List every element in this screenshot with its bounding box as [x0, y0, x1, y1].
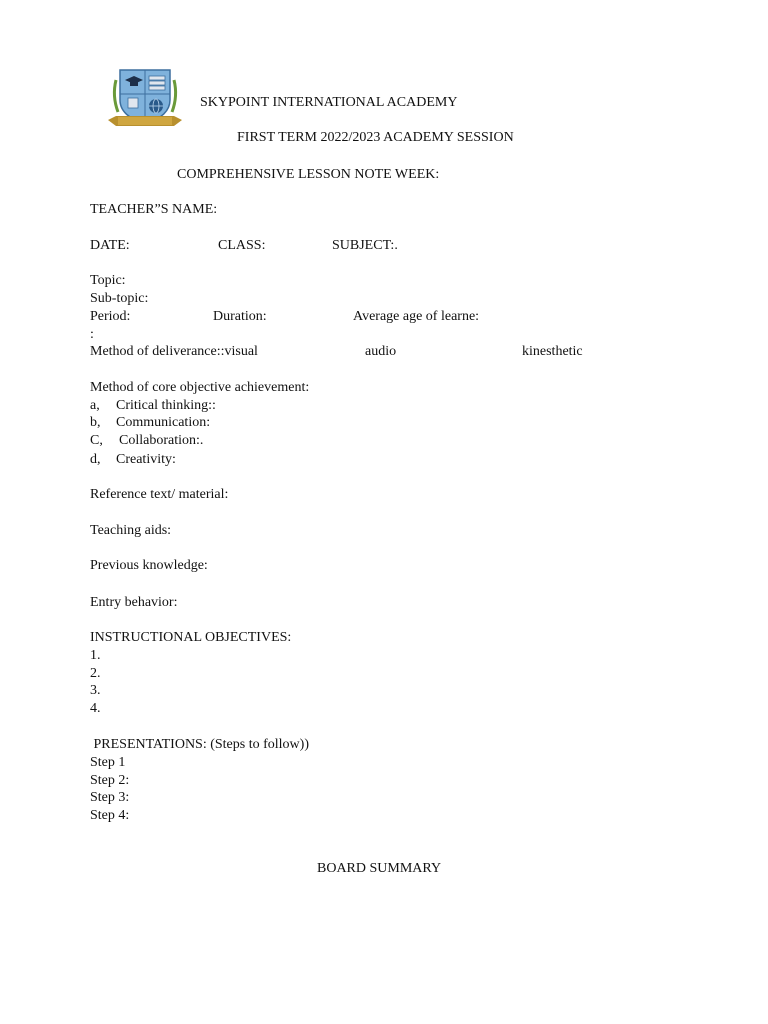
presentation-step: Step 4:	[90, 808, 130, 823]
delivery-method-label: Method of deliverance::visual	[90, 344, 258, 359]
presentations-title: PRESENTATIONS: (Steps to follow))	[90, 737, 309, 752]
topic-label: Topic:	[90, 273, 126, 288]
objective-number: 2.	[90, 666, 101, 681]
core-objective-label: Creativity:	[116, 452, 176, 467]
core-objective-marker: C,	[90, 433, 103, 448]
lesson-note-title: COMPREHENSIVE LESSON NOTE WEEK:	[177, 167, 440, 182]
term-session: FIRST TERM 2022/2023 ACADEMY SESSION	[237, 130, 514, 145]
subject-label: SUBJECT:.	[332, 238, 398, 253]
reference-label: Reference text/ material:	[90, 487, 229, 502]
objective-number: 1.	[90, 648, 101, 663]
core-objective-marker: d,	[90, 452, 101, 467]
delivery-kinesthetic: kinesthetic	[522, 344, 583, 359]
previous-knowledge-label: Previous knowledge:	[90, 558, 208, 573]
average-age-label: Average age of learne:	[353, 309, 480, 324]
duration-label: Duration:	[213, 309, 267, 324]
core-objective-marker: a,	[90, 398, 100, 413]
entry-behavior-label: Entry behavior:	[90, 595, 178, 610]
class-label: CLASS:	[218, 238, 266, 253]
core-objectives-title: Method of core objective achievement:	[90, 380, 310, 395]
objective-number: 3.	[90, 683, 101, 698]
core-objective-marker: b,	[90, 415, 101, 430]
presentation-step: Step 2:	[90, 773, 130, 788]
presentation-step: Step 3:	[90, 790, 130, 805]
delivery-audio: audio	[365, 344, 397, 359]
academy-logo-crest	[106, 66, 184, 132]
presentation-step: Step 1	[90, 755, 126, 770]
instructional-objectives-title: INSTRUCTIONAL OBJECTIVES:	[90, 630, 292, 645]
stray-colon: :	[90, 327, 94, 342]
teaching-aids-label: Teaching aids:	[90, 523, 172, 538]
core-objective-label: Collaboration:.	[119, 433, 204, 448]
date-label: DATE:	[90, 238, 130, 253]
core-objective-label: Communication:	[116, 415, 211, 430]
teacher-name-label: TEACHER”S NAME:	[90, 202, 218, 217]
objective-number: 4.	[90, 701, 101, 716]
board-summary-heading: BOARD SUMMARY	[317, 861, 442, 876]
sub-topic-label: Sub-topic:	[90, 291, 149, 306]
core-objective-label: Critical thinking::	[116, 398, 216, 413]
school-name: SKYPOINT INTERNATIONAL ACADEMY	[200, 95, 458, 110]
period-label: Period:	[90, 309, 131, 324]
